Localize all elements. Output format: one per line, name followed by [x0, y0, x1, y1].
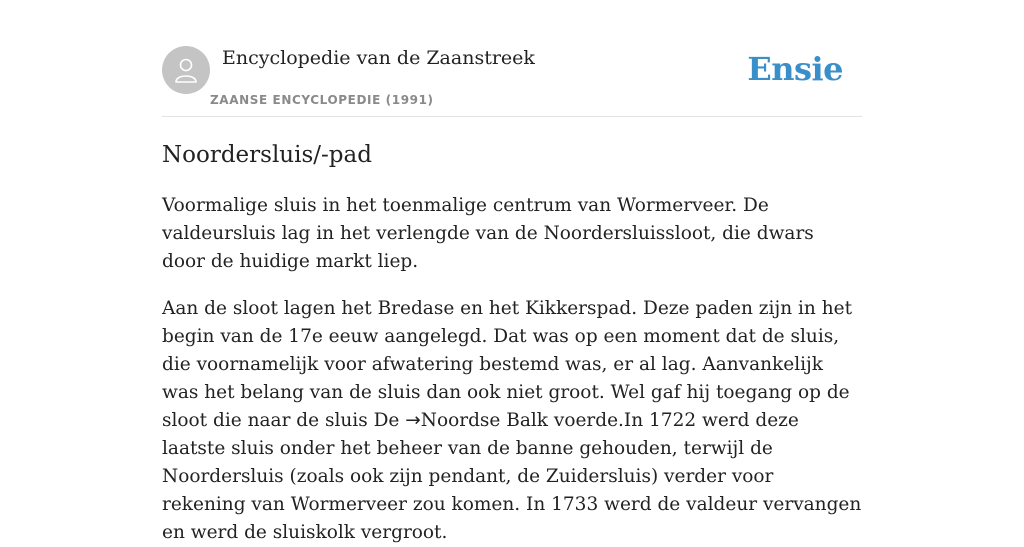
- noordse-balk-link-text[interactable]: Noordse Balk: [420, 410, 548, 431]
- article: [162, 138, 862, 547]
- avatar[interactable]: [162, 46, 210, 94]
- noordse-balk-link[interactable]: [405, 410, 548, 431]
- arrow-right-icon: →: [405, 410, 421, 431]
- source-header: [162, 46, 862, 117]
- brand-logo[interactable]: Ensie: [747, 50, 843, 88]
- article-title: Noordersluis/-pad: [162, 142, 372, 168]
- article-paragraph-1: Voormalige sluis in het toenmalige centrum van Wormerveer. De valdeursluis lag in het verlengde van de Noordersluissloot, die dwars door de huidige markt liep.: [162, 195, 814, 272]
- source-subtitle: ZAANSE ENCYCLOPEDIE (1991): [210, 93, 434, 107]
- paragraph-2-text-before-link: Aan de sloot lagen het Bredase en het Kikkerspad. Deze paden zijn in het begin van de 17e eeuw aangelegd. Dat was op een moment dat de sluis, die voornamelijk voor afwatering bestemd was, er al lag. Aanvankelijk was het belang van de sluis dan ook niet groot. Wel gaf hij toegang op de sloot die naar de sluis De: [162, 298, 853, 431]
- user-icon: [173, 56, 199, 84]
- paragraph-2-text-after-link: voerde.In 1722 werd deze laatste sluis onder het beheer van de banne gehouden, terwijl de Noordersluis (zoals ook zijn pendant, de Zuidersluis) verder voor rekening van Wormerveer zou komen. In 1733 werd de valdeur vervangen en werd de sluiskolk vergroot.: [162, 410, 862, 543]
- article-paragraph-2: [162, 295, 862, 547]
- source-title[interactable]: Encyclopedie van de Zaanstreek: [222, 47, 535, 69]
